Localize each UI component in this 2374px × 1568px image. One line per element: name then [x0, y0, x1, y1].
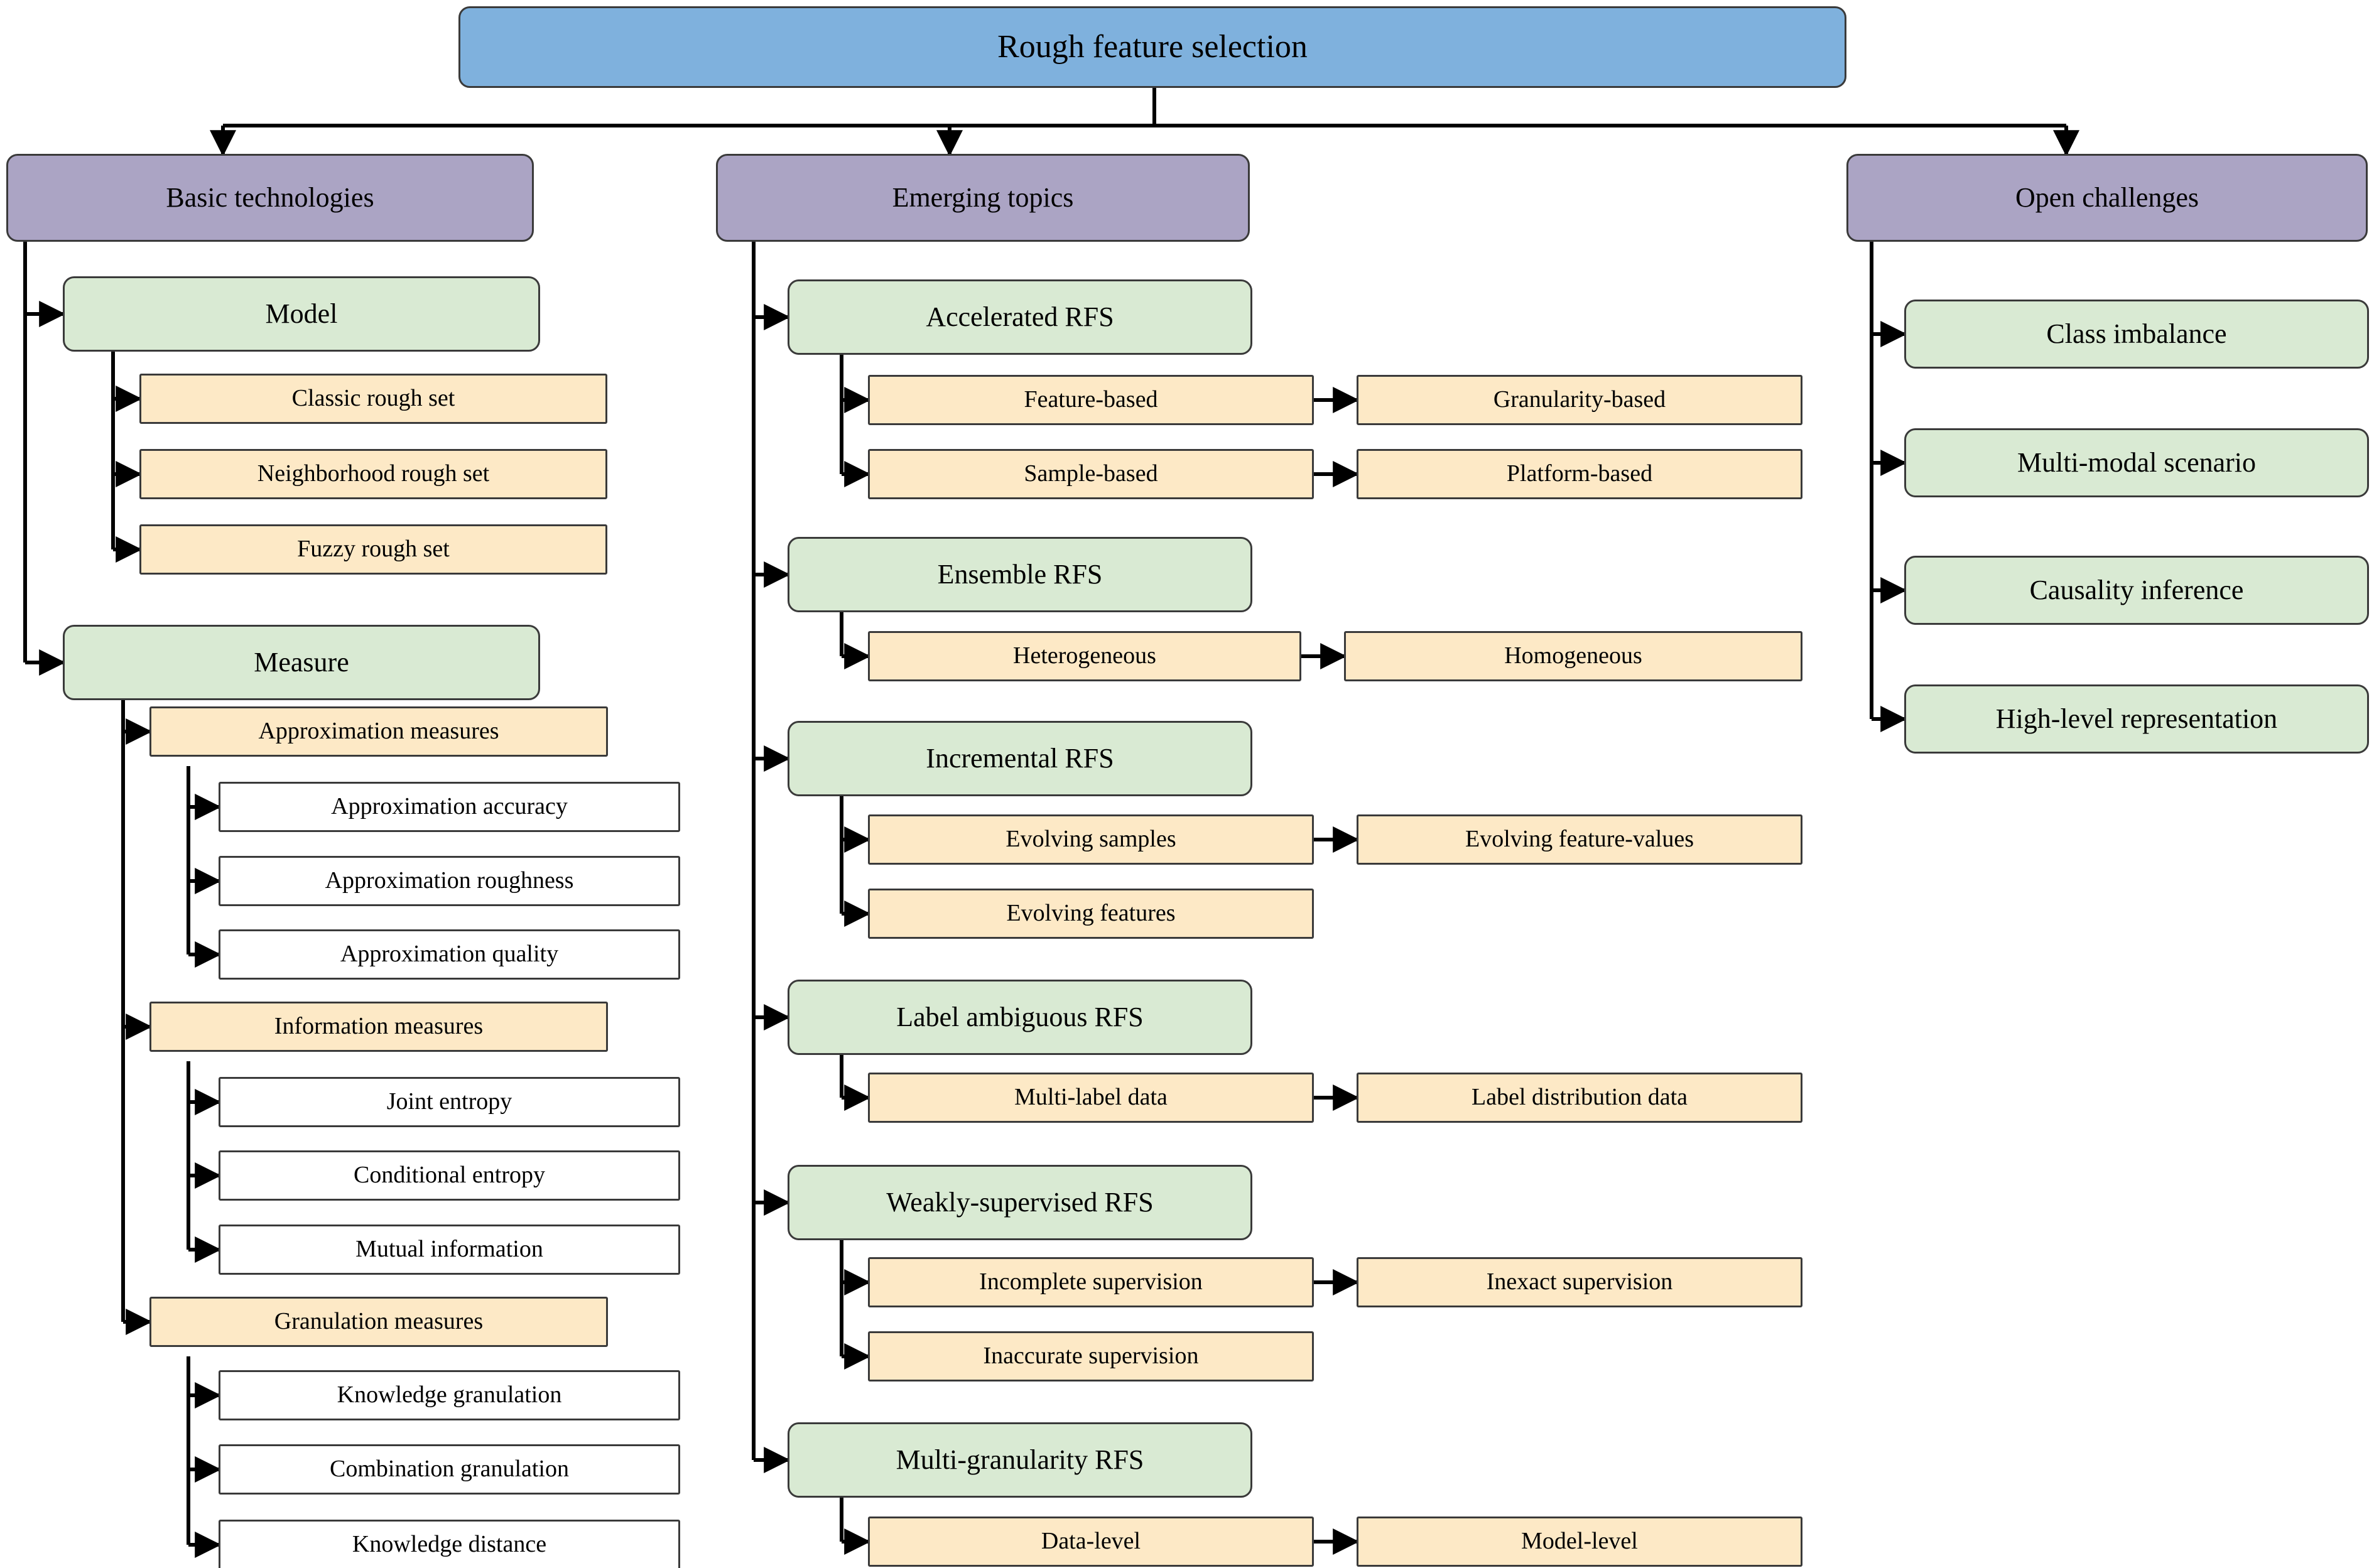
node-measure[interactable] [63, 625, 540, 700]
node-label: Sample-based [1024, 460, 1158, 487]
node-evolving-samples[interactable] [868, 814, 1314, 865]
node-combination-granulation[interactable] [219, 1444, 680, 1495]
node-knowledge-distance[interactable] [219, 1520, 680, 1568]
node-label: Platform-based [1506, 460, 1653, 487]
node-data-level[interactable] [868, 1517, 1314, 1567]
node-heterogeneous[interactable] [868, 631, 1301, 681]
node-label: Incomplete supervision [979, 1268, 1203, 1295]
node-label: Incremental RFS [926, 742, 1114, 774]
node-label: Measure [254, 646, 349, 678]
node-label-ambiguous-rfs[interactable] [788, 980, 1252, 1055]
node-sample-based[interactable] [868, 449, 1314, 499]
node-label: Multi-granularity RFS [896, 1444, 1144, 1475]
node-label: Information measures [274, 1013, 484, 1040]
branch-label: Basic technologies [166, 181, 374, 213]
node-label: Accelerated RFS [926, 301, 1114, 332]
node-label: Causality inference [2029, 574, 2244, 605]
node-label: Combination granulation [329, 1456, 569, 1483]
node-granulation-measures[interactable] [149, 1297, 608, 1347]
node-feature-based[interactable] [868, 375, 1314, 425]
node-label: Label distribution data [1471, 1084, 1688, 1111]
node-approximation-accuracy[interactable] [219, 782, 680, 832]
node-classic-rough-set[interactable] [139, 374, 607, 424]
node-label: Evolving feature-values [1465, 826, 1694, 853]
node-evolving-feature-values[interactable] [1357, 814, 1802, 865]
node-label: Knowledge granulation [337, 1381, 562, 1408]
node-label: Ensemble RFS [937, 558, 1103, 590]
node-label-distribution-data[interactable] [1357, 1073, 1802, 1123]
node-label: Multi-label data [1014, 1084, 1168, 1111]
node-approximation-roughness[interactable] [219, 856, 680, 906]
node-label: Joint entropy [386, 1088, 512, 1115]
node-class-imbalance[interactable] [1904, 300, 2369, 369]
node-granularity-based[interactable] [1357, 375, 1802, 425]
node-label: Approximation roughness [325, 867, 574, 894]
node-label: Approximation accuracy [331, 793, 568, 820]
node-approximation-quality[interactable] [219, 929, 680, 980]
node-label: Inaccurate supervision [983, 1343, 1199, 1370]
node-label: Evolving samples [1005, 826, 1176, 853]
branch-emerging-topics[interactable] [716, 154, 1250, 242]
node-label: Model-level [1521, 1528, 1638, 1555]
node-label: Homogeneous [1504, 642, 1642, 669]
node-label: Granulation measures [274, 1308, 484, 1335]
node-high-level-representation[interactable] [1904, 684, 2369, 754]
node-inaccurate-supervision[interactable] [868, 1331, 1314, 1381]
branch-label: Emerging topics [892, 181, 1074, 213]
node-incomplete-supervision[interactable] [868, 1257, 1314, 1307]
node-label: Model [265, 298, 338, 329]
node-incremental-rfs[interactable] [788, 721, 1252, 796]
node-information-measures[interactable] [149, 1002, 608, 1052]
node-homogeneous[interactable] [1344, 631, 1802, 681]
node-label: Feature-based [1024, 386, 1158, 413]
node-label: Multi-modal scenario [2017, 446, 2256, 478]
node-model[interactable] [63, 276, 540, 352]
branch-open-challenges[interactable] [1846, 154, 2368, 242]
node-label: Label ambiguous RFS [896, 1001, 1144, 1032]
node-label: Heterogeneous [1013, 642, 1156, 669]
node-evolving-features[interactable] [868, 889, 1314, 939]
node-label: Classic rough set [291, 385, 455, 412]
node-label: Knowledge distance [352, 1531, 547, 1558]
node-label: Conditional entropy [353, 1162, 546, 1189]
node-label: Neighborhood rough set [257, 460, 490, 487]
node-multi-granularity-rfs[interactable] [788, 1422, 1252, 1498]
node-fuzzy-rough-set[interactable] [139, 524, 607, 575]
node-neighborhood-rough-set[interactable] [139, 449, 607, 499]
branch-basic-technologies[interactable] [6, 154, 534, 242]
branch-label: Open challenges [2015, 181, 2199, 213]
node-joint-entropy[interactable] [219, 1077, 680, 1127]
node-label: Data-level [1041, 1528, 1141, 1555]
node-label: Approximation measures [258, 718, 499, 745]
node-label: Fuzzy rough set [297, 536, 450, 563]
root-node[interactable] [458, 6, 1846, 88]
node-accelerated-rfs[interactable] [788, 279, 1252, 355]
node-label: Class imbalance [2046, 318, 2227, 349]
node-approximation-measures[interactable] [149, 706, 608, 757]
node-label: Weakly-supervised RFS [886, 1186, 1154, 1218]
node-label: Evolving features [1006, 900, 1176, 927]
node-label: Mutual information [355, 1236, 543, 1263]
node-conditional-entropy[interactable] [219, 1150, 680, 1201]
node-label: Granularity-based [1493, 386, 1666, 413]
node-inexact-supervision[interactable] [1357, 1257, 1802, 1307]
node-label: Approximation quality [340, 941, 559, 968]
node-label: Inexact supervision [1486, 1268, 1673, 1295]
node-model-level[interactable] [1357, 1517, 1802, 1567]
root-node-label: Rough feature selection [997, 29, 1308, 65]
node-weakly-supervised-rfs[interactable] [788, 1165, 1252, 1240]
node-knowledge-granulation[interactable] [219, 1370, 680, 1420]
node-causality-inference[interactable] [1904, 556, 2369, 625]
node-multi-label-data[interactable] [868, 1073, 1314, 1123]
node-platform-based[interactable] [1357, 449, 1802, 499]
node-multi-modal-scenario[interactable] [1904, 428, 2369, 497]
node-label: High-level representation [1995, 703, 2278, 734]
node-ensemble-rfs[interactable] [788, 537, 1252, 612]
node-mutual-information[interactable] [219, 1225, 680, 1275]
